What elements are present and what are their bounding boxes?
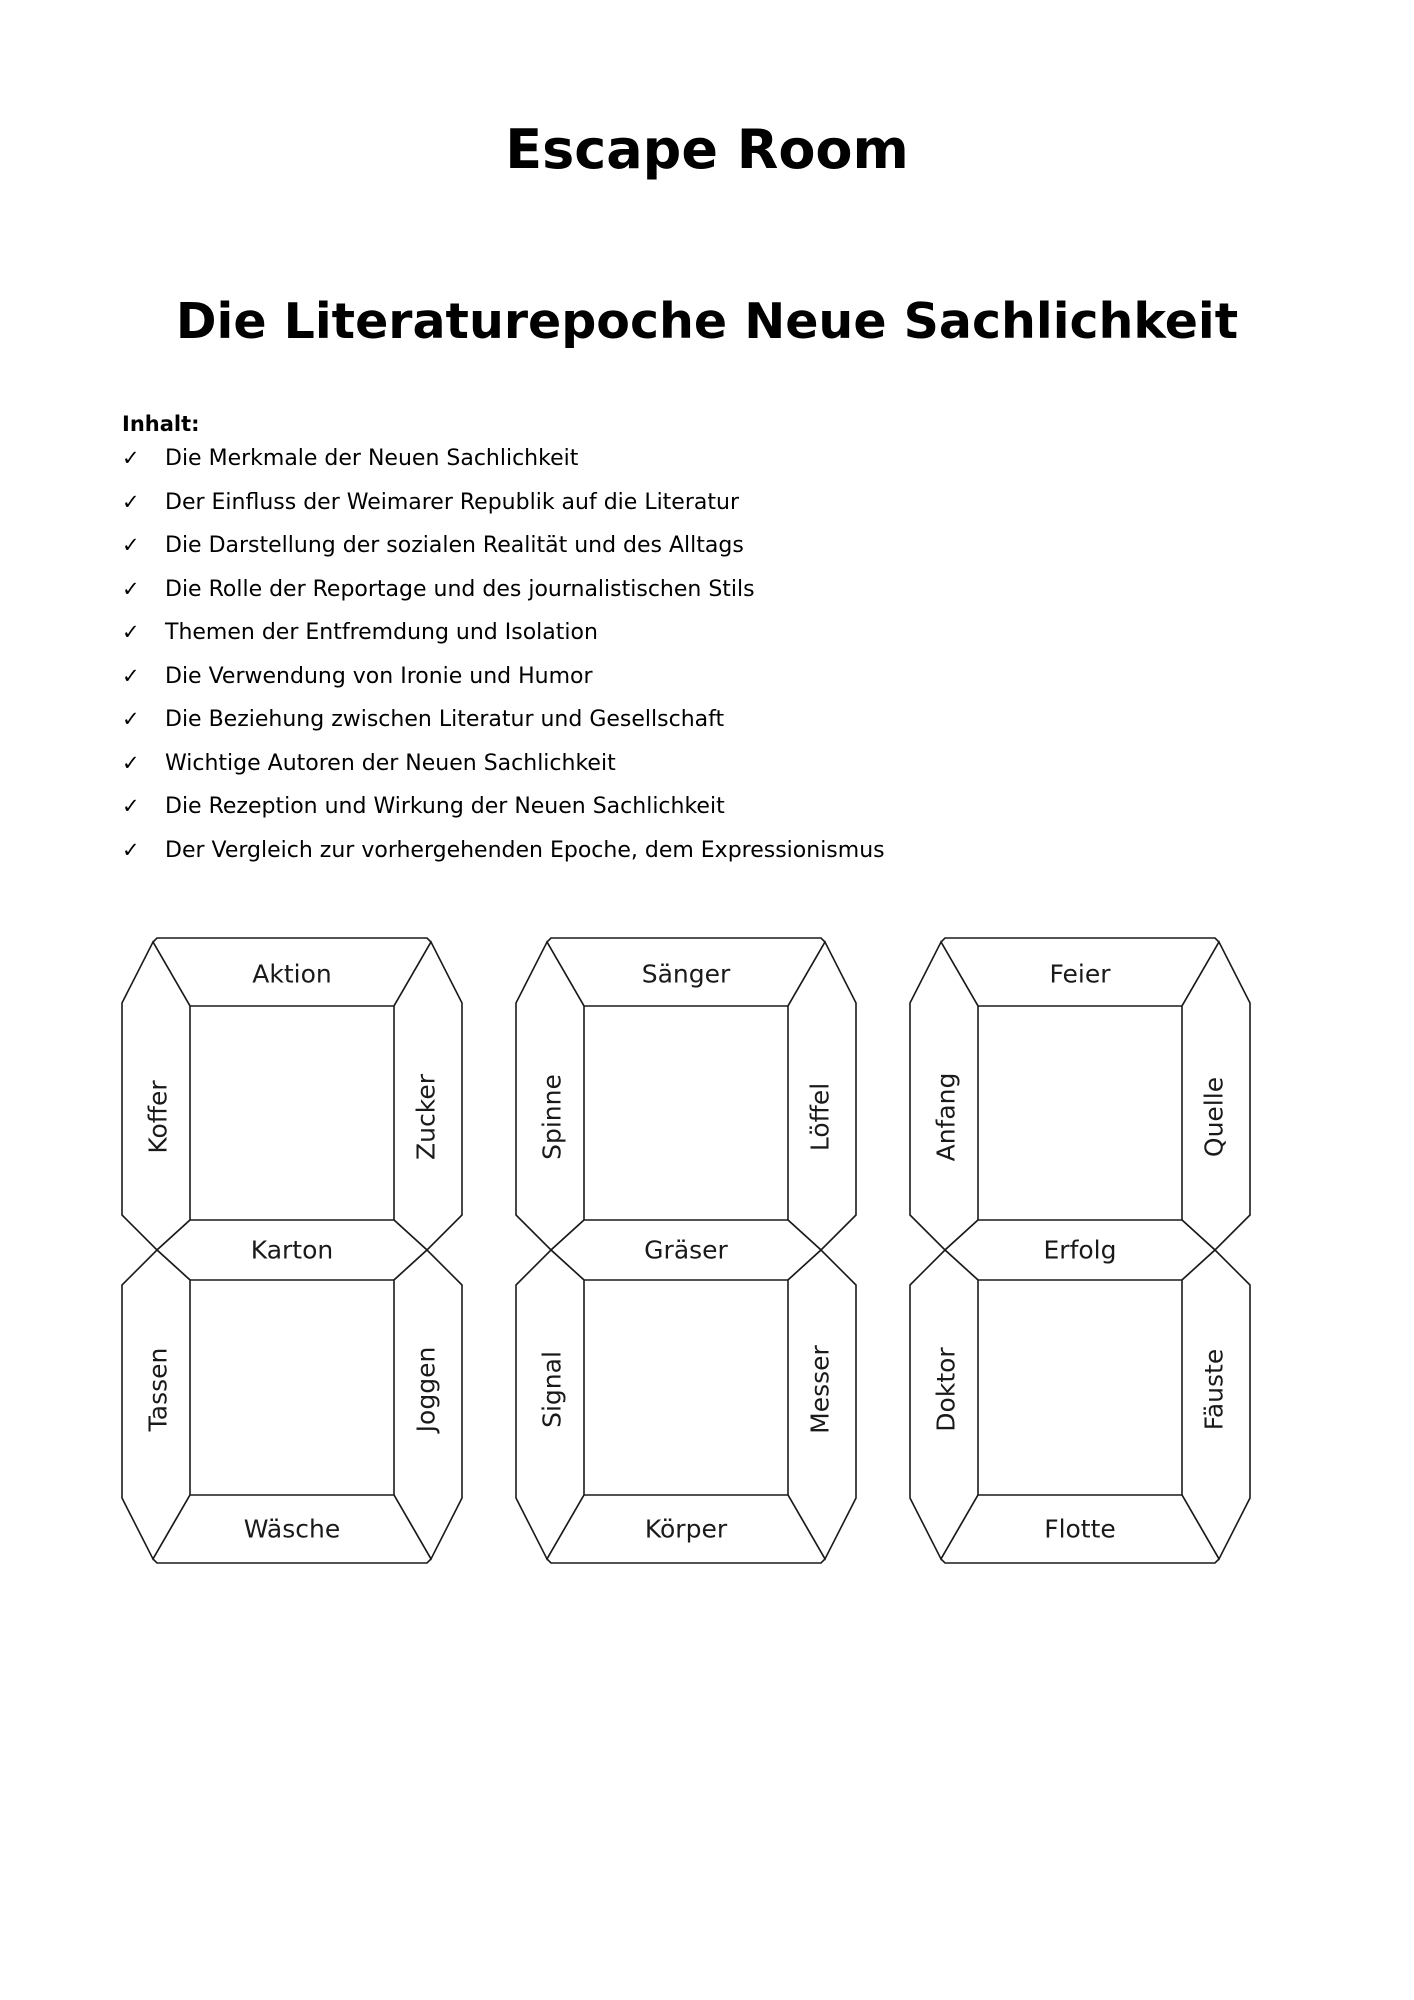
checkmark-icon: ✓ xyxy=(122,489,140,514)
segment-upper-left-label: Anfang xyxy=(931,1072,961,1162)
checkmark-icon: ✓ xyxy=(122,663,140,688)
checkmark-icon: ✓ xyxy=(122,707,140,731)
segment-middle-label: Erfolg xyxy=(1043,1235,1117,1265)
checkmark-icon: ✓ xyxy=(122,620,140,644)
segment-bottom-label: Wäsche xyxy=(243,1514,341,1544)
list-item-text: Die Beziehung zwischen Literatur und Gesellschaft xyxy=(165,707,725,732)
checkmark-icon: ✓ xyxy=(122,446,140,470)
checkmark-icon: ✓ xyxy=(122,837,140,862)
segment-lower-left-label: Doktor xyxy=(931,1347,961,1432)
segment-upper-left-label: Koffer xyxy=(143,1080,173,1154)
checkmark-icon: ✓ xyxy=(122,533,140,557)
segment-lower-right-label: Joggen xyxy=(411,1346,441,1433)
list-item-text: Der Einfluss der Weimarer Republik auf die Literatur xyxy=(165,489,739,515)
segment-middle-label: Gräser xyxy=(644,1235,728,1265)
list-item-text: Der Vergleich zur vorhergehenden Epoche, dem Expressionismus xyxy=(165,837,885,863)
segment-upper-right-label: Quelle xyxy=(1199,1076,1229,1158)
segment-upper-right-label: Löffel xyxy=(805,1082,835,1152)
segment-lower-right-label: Fäuste xyxy=(1199,1348,1229,1431)
segment-lower-left-label: Signal xyxy=(537,1351,567,1428)
segment-middle-label: Karton xyxy=(250,1235,334,1265)
list-item-text: Themen der Entfremdung und Isolation xyxy=(165,620,598,645)
checkmark-icon: ✓ xyxy=(122,750,140,775)
segment-upper-left-label: Spinne xyxy=(537,1074,567,1160)
list-item-text: Die Darstellung der sozialen Realität und des Alltags xyxy=(165,533,744,558)
segment-lower-right-label: Messer xyxy=(805,1345,835,1434)
segment-top-label: Feier xyxy=(1049,959,1111,989)
segment-lower-left-label: Tassen xyxy=(143,1347,173,1432)
list-item-text: Wichtige Autoren der Neuen Sachlichkeit xyxy=(165,750,616,776)
segment-bottom-label: Körper xyxy=(644,1514,728,1544)
segment-top-label: Sänger xyxy=(641,959,731,989)
segment-bottom-label: Flotte xyxy=(1044,1514,1116,1544)
list-item-text: Die Rezeption und Wirkung der Neuen Sachlichkeit xyxy=(165,794,725,819)
contents-heading: Inhalt: xyxy=(122,412,200,436)
segment-upper-right-label: Zucker xyxy=(411,1074,441,1160)
list-item-text: Die Merkmale der Neuen Sachlichkeit xyxy=(165,446,579,471)
page-title: Escape Room xyxy=(505,118,909,181)
list-item-text: Die Verwendung von Ironie und Humor xyxy=(165,663,593,689)
list-item-text: Die Rolle der Reportage und des journalistischen Stils xyxy=(165,576,755,602)
checkmark-icon: ✓ xyxy=(122,794,140,818)
page-subtitle: Die Literaturepoche Neue Sachlichkeit xyxy=(175,293,1239,350)
checkmark-icon: ✓ xyxy=(122,576,140,601)
segment-top-label: Aktion xyxy=(252,959,332,989)
